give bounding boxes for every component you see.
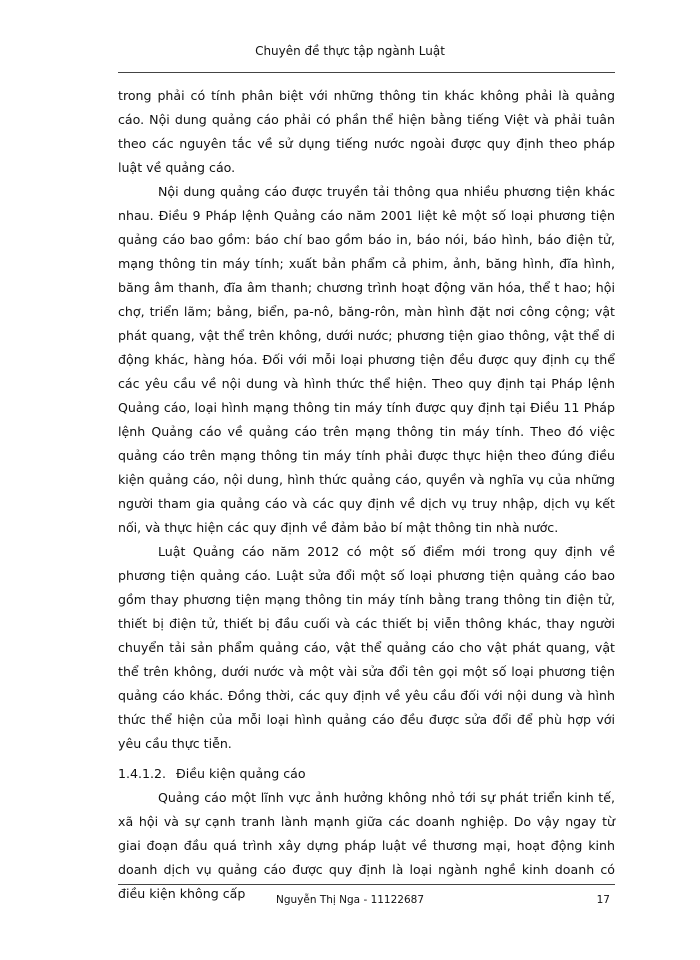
section-heading-number: 1.4.1.2.	[118, 766, 167, 781]
page-header-title: Chuyên đề thực tập ngành Luật	[255, 44, 445, 58]
paragraph-law-2012: Luật Quảng cáo năm 2012 có một số điểm mới trong quy định về phương tiện quảng cáo. Luật sửa đổi một số loại phương tiện quảng cáo bao gồm thay phương tiện mạng thông tin máy tính bằng trang thông tin điện tử, thiết bị điện tử, thiết bị đầu cuối và các thiết bị viễn thông khác, thay người chuyển tải sản phẩm quảng cáo, vật thể quảng cáo cho vật phát quang, vật thể trên không, dưới nước và một vài sửa đổi tên gọi một số loại phương tiện quảng cáo khác. Đồng thời, các quy định về yêu cầu đối với nội dung và hình thức thể hiện của mỗi loại hình quảng cáo đều được sửa đổi để phù hợp với yêu cầu thực tiễn.	[118, 544, 615, 751]
section-heading	[118, 762, 615, 786]
header-rule	[118, 72, 615, 73]
paragraph-continued: trong phải có tính phân biệt với những thông tin khác không phải là quảng cáo. Nội dung quảng cáo phải có phần thể hiện bằng tiếng Việt và phải tuân theo các nguyên tắc về sử dụng tiếng nước ngoài được quy định theo pháp luật về quảng cáo.	[118, 88, 615, 175]
footer-author: Nguyễn Thị Nga - 11122687	[275, 894, 425, 906]
page-body	[118, 84, 615, 906]
section-heading-text: Điều kiện quảng cáo	[176, 766, 306, 781]
paragraph-advertising-conditions: Quảng cáo một lĩnh vực ảnh hưởng không nhỏ tới sự phát triển kinh tế, xã hội và sự cạnh tranh lành mạnh giữa các doanh nghiệp. Do vậy ngay từ giai đoạn đầu quá trình xây dựng pháp luật về thương mại, hoạt động kinh doanh dịch vụ quảng cáo được quy định là loại ngành nghề kinh doanh có điều kiện không cấp	[118, 790, 615, 901]
page-number: 17	[596, 894, 610, 906]
footer-rule	[118, 884, 615, 885]
paragraph-advertising-means: Nội dung quảng cáo được truyền tải thông qua nhiều phương tiện khác nhau. Điều 9 Pháp lệnh Quảng cáo năm 2001 liệt kê một số loại phương tiện quảng cáo bao gồm: báo chí bao gồm báo in, báo nói, báo hình, báo điện tử, mạng thông tin máy tính; xuất bản phẩm cả phim, ảnh, băng hình, đĩa hình, băng âm thanh, đĩa âm thanh; chương trình hoạt động văn hóa, thể t hao; hội chợ, triển lãm; bảng, biển, pa-nô, băng-rôn, màn hình đặt nơi công cộng; vật phát quang, vật thể trên không, dưới nước; phương tiện giao thông, vật thể di động khác, hàng hóa. Đối với mỗi loại phương tiện đều được quy định cụ thể các yêu cầu về nội dung và hình thức thể hiện. Theo quy định tại Pháp lệnh Quảng cáo, loại hình mạng thông tin máy tính được quy định tại Điều 11 Pháp lệnh Quảng cáo về quảng cáo trên mạng thông tin máy tính. Theo đó việc quảng cáo trên mạng thông tin máy tính phải được thực hiện theo đúng điều kiện quảng cáo, nội dung, hình thức quảng cáo, quyền và nghĩa vụ của những người tham gia quảng cáo và các quy định về dịch vụ truy nhập, dịch vụ kết nối, và thực hiện các quy định về đảm bảo bí mật thông tin nhà nước.	[118, 184, 615, 535]
